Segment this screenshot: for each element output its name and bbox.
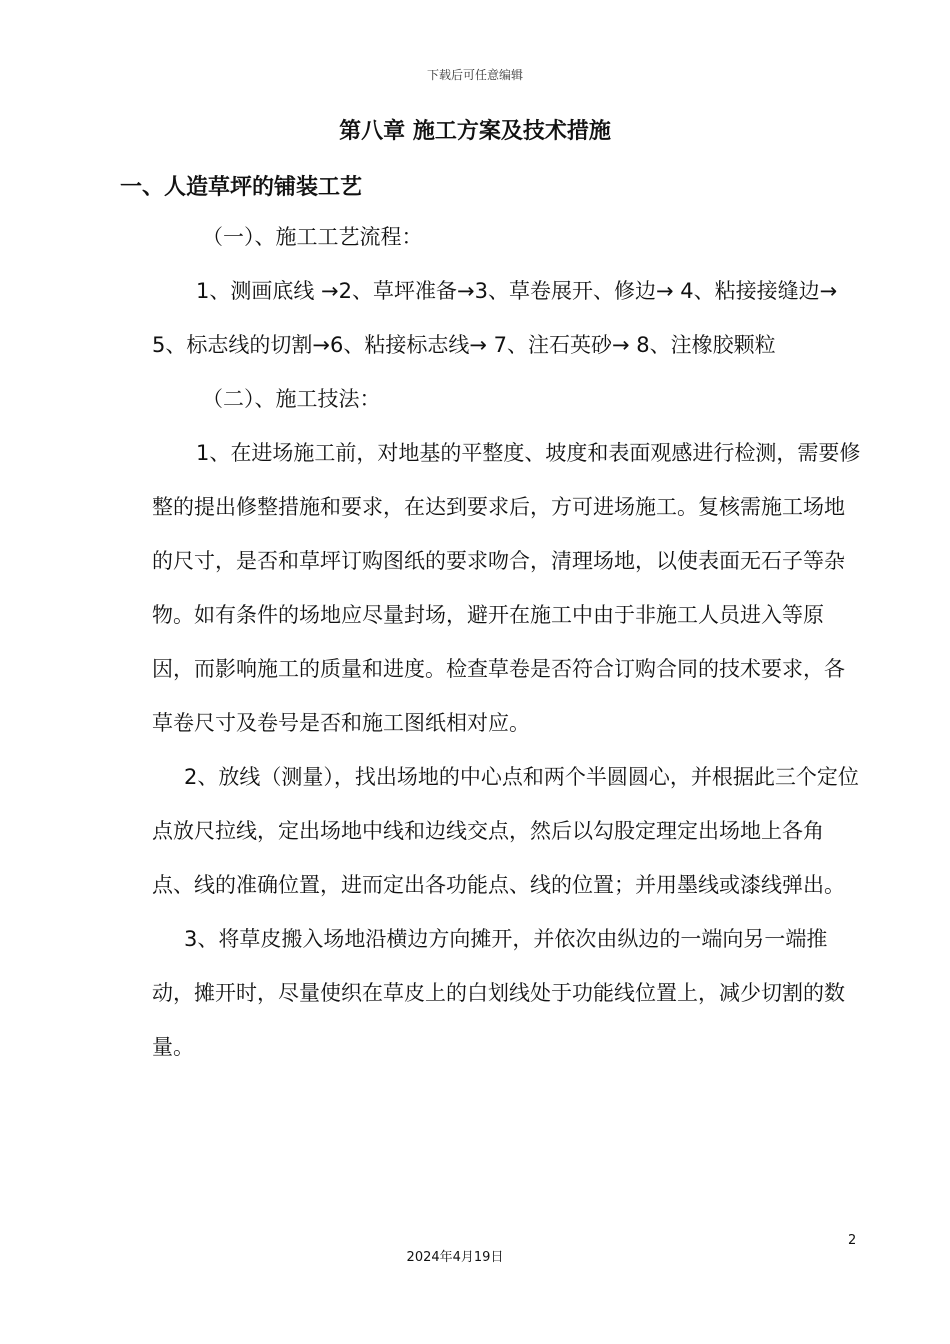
page-footer-date: 2024年4月19日: [406, 1250, 504, 1265]
document-body: [152, 210, 862, 1074]
section-title: 一、人造草坪的铺装工艺: [120, 175, 363, 200]
paragraph-1: 1、在进场施工前，对地基的平整度、坡度和表面观感进行检测，需要修整的提出修整措施和要求，在达到要求后，方可进场施工。复核需施工场地的尺寸，是否和草坪订购图纸的要求吻合，清理场地，以使表面无石子等杂物。如有条件的场地应尽量封场，避开在施工中由于非施工人员进入等原因，而影响施工的质量和进度。检查草卷是否符合订购合同的技术要求，各草卷尺寸及卷号是否和施工图纸相对应。: [152, 441, 861, 735]
paragraph-2: 2、放线（测量），找出场地的中心点和两个半圆圆心，并根据此三个定位点放尺拉线，定出场地中线和边线交点，然后以勾股定理定出场地上各角点、线的准确位置，进而定出各功能点、线的位置；并用墨线或漆线弹出。: [152, 765, 859, 897]
subsection-heading-1: （一）、施工工艺流程：: [202, 225, 423, 249]
subsection-heading-2: （二）、施工技法：: [202, 387, 381, 411]
page-header: 下载后可任意编辑: [426, 68, 523, 82]
process-flow-paragraph: 1、测画底线 →2、草坪准备→3、草卷展开、修边→ 4、粘接接缝边→ 5、标志线的切割→6、粘接标志线→ 7、注石英砂→ 8、注橡胶颗粒: [152, 279, 838, 357]
page-number: 2: [848, 1233, 857, 1248]
paragraph-3: 3、将草皮搬入场地沿横边方向摊开，并依次由纵边的一端向另一端推动，摊开时，尽量使织在草皮上的白划线处于功能线位置上，减少切割的数量。: [152, 927, 845, 1059]
chapter-title: 第八章 施工方案及技术措施: [339, 119, 611, 144]
